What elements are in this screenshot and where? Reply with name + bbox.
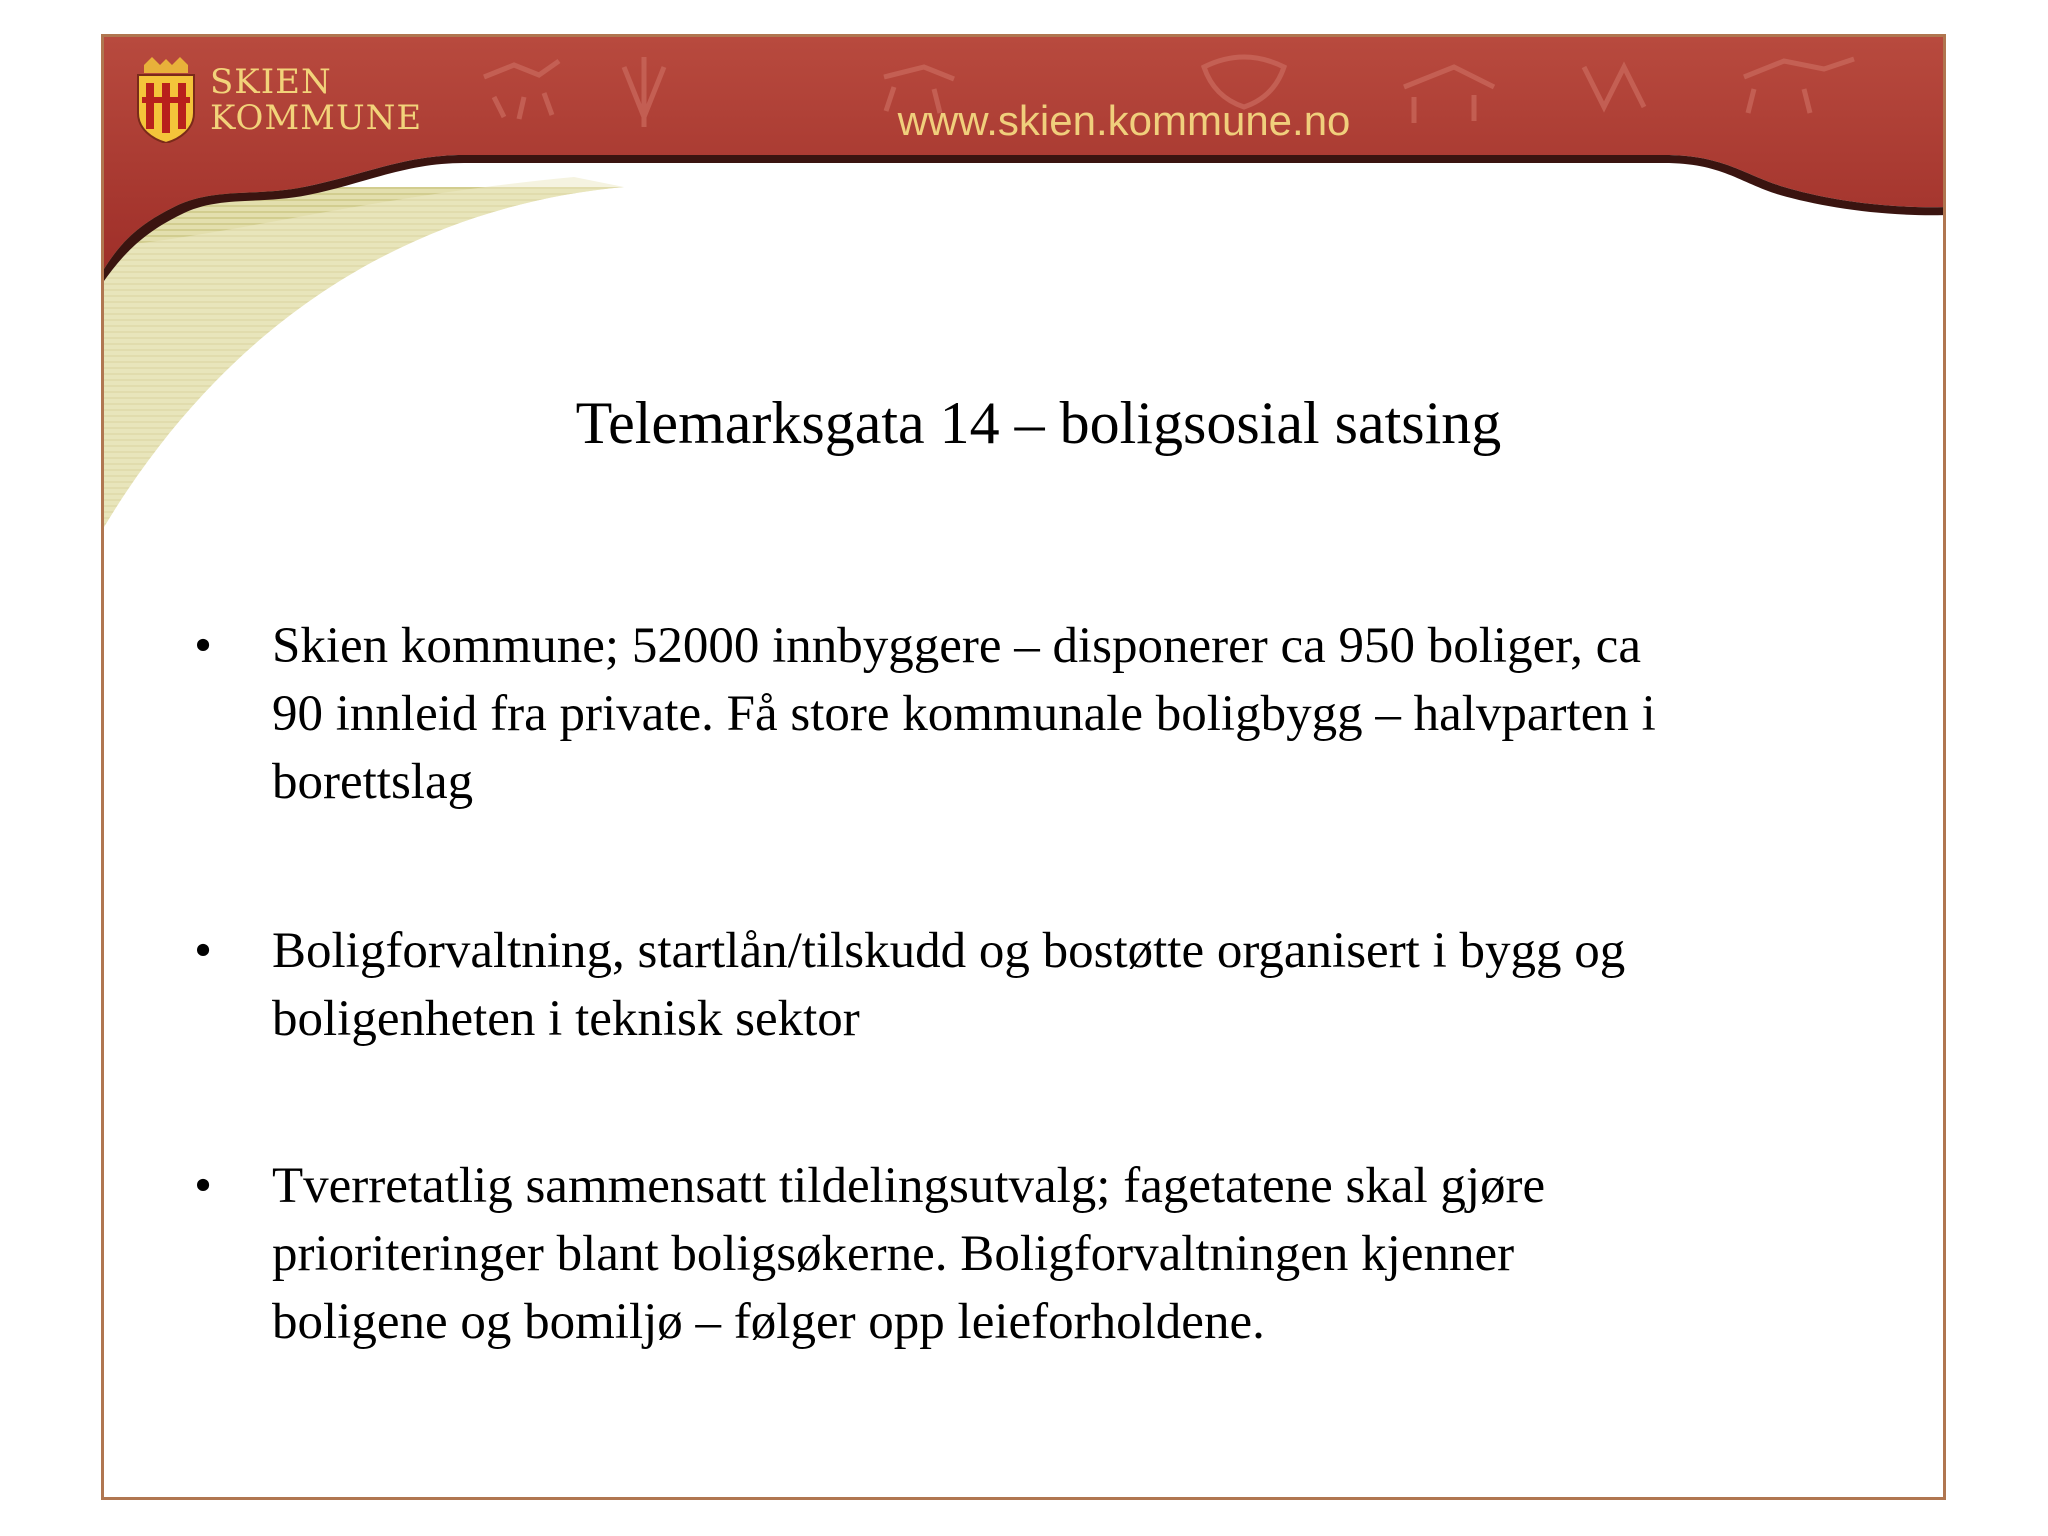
- logo-line-2: KOMMUNE: [210, 97, 423, 138]
- coat-of-arms-icon: [134, 57, 198, 143]
- bullet-line: boligenheten i teknisk sektor: [272, 991, 860, 1047]
- website-url: www.skien.kommune.no: [897, 97, 1351, 144]
- bullet-line: Skien kommune; 52000 innbyggere – disponerer ca 950 boliger, ca: [272, 618, 1641, 674]
- slide-title: Telemarksgata 14 – boligsosial satsing: [575, 390, 1502, 456]
- skien-kommune-logo: [134, 52, 422, 147]
- bullet-line: boligene og bomiljø – følger opp leieforholdene.: [272, 1294, 1265, 1350]
- slide: [101, 34, 1946, 1500]
- bullet-dot: •: [194, 1158, 212, 1214]
- bullet-line: borettslag: [272, 754, 474, 810]
- bullet-line: Tverretatlig sammensatt tildelingsutvalg; fagetatene skal gjøre: [272, 1158, 1546, 1214]
- bullet-line: Boligforvaltning, startlån/tilskudd og bostøtte organisert i bygg og: [272, 923, 1626, 979]
- bullet-dot: •: [194, 923, 212, 979]
- bullet-line: prioriteringer blant boligsøkerne. Boligforvaltningen kjenner: [272, 1226, 1515, 1282]
- logo-line-1: SKIEN: [210, 61, 332, 102]
- bullet-line: 90 innleid fra private. Få store kommunale boligbygg – halvparten i: [272, 686, 1656, 742]
- bullet-dot: •: [194, 618, 212, 674]
